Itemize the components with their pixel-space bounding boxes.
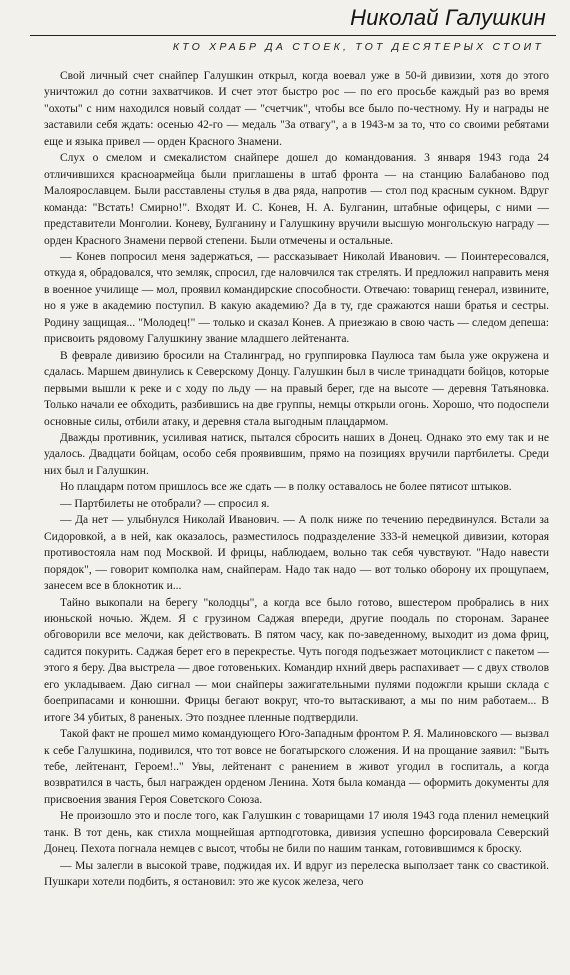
running-title: Николай Галушкин: [350, 5, 546, 30]
header-rule: [30, 35, 556, 36]
paragraph: — Партбилеты не отобрали? — спросил я.: [60, 497, 270, 510]
paragraph: Не произошло это и после того, как Галушкин с товарищами 17 июля 1943 года пленил немецкий танк. В тот день, как стихла мощнейшая артподготовка, дивизия успешно форсировала Северский Донец. Пехота погнала немцев с высот, чтобы не били по нашим танкам, готовившимся к броску.: [44, 810, 549, 856]
page-header: [0, 0, 570, 64]
paragraph: — Да нет — улыбнулся Николай Иванович. — А полк ниже по течению передвинулся. Встали за Сидоровкой, а в ней, как оказалось, разместилось подразделение 333-й немецкой дивизии, которая противостояла нам под Москвой. И фрицы, наблюдаем, вольно так себя чувствуют. "Надо навести порядок", — говорит комполка нам, снайперам. Надо так надо — вот только оборону их прощупаем, занесем все в блокнотик и...: [44, 514, 549, 593]
paragraph: Тайно выкопали на берегу "колодцы", а когда все было готово, вшестером пробрались в них июньской ночью. Ждем. Я с грузином Саджая впереди, другие поодаль по сторонам. Заранее обговорили все мелочи, как действовать. В пятом часу, как по-заведенному, выходит из дома фриц, садится покурить. Саджая берет его в перекрестье. Чуть погодя подъезжает мотоциклист с пакетом — этого я беру. Два выстрела — двое готовеньких. Командир нхний дверь распахивает — с двух стволов его укладываем. Даю сигнал — мои снайперы зажигательными пулями подожгли крыши склада с боеприпасами и конюшни. Фрицы бегают вокруг, что-то вытаскивают, а мы по ним работаем... В итоге 34 убитых, 8 раненых. Это позднее пленные подтвердили.: [44, 596, 549, 724]
paragraph: Слух о смелом и смекалистом снайпере дошел до командования. 3 января 1943 года 24 отличившихся красноармейца были приглашены в штаб фронта — на станцию Балабаново под Малоярославцем. Были расставлены стулья в два ряда, напротив — стол под красным сукном. Вдруг команда: "Встать! Смирно!". Входят И. С. Конев, Н. А. Булганин, штабные офицеры, с ними — представители Монголии. Коневу, Булганину и Галушкину вручили высшую монгольскую награду — орден Красного Знамени первой степени. Были отмечены и остальные.: [44, 152, 549, 247]
paragraph: Но плацдарм потом пришлось все же сдать — в полку оставалось не более пятисот штыков.: [60, 481, 512, 494]
paragraph: — Мы залегли в высокой траве, поджидая их. И вдруг из перелеска выползает танк со свастикой. Пушкари хотели подбить, я остановил: это же кусок железа, чего: [44, 859, 549, 889]
running-subtitle: КТО ХРАБР ДА СТОЕК, ТОТ ДЕСЯТЕРЫХ СТОИТ: [172, 41, 544, 53]
paragraph: В феврале дивизию бросили на Сталинград, но группировка Паулюса там была уже окружена и сдалась. Маршем двинулись к Северскому Донцу. Галушкин был в числе тринадцати бойцов, которые первыми вышли к реке и с ходу по льду — на правый берег, где на высоте — деревня Татьяновка. Только начали ее обходить, разбившись на две группы, немцы открыли огонь. Хорошо, что подоспели основные силы, отбили атаку, и деревня стала выгодным плацдармом.: [44, 349, 549, 428]
paragraph: — Конев попросил меня задержаться, — рассказывает Николай Иванович. — Поинтересовался, откуда я, обрадовался, что земляк, спросил, где наловчился так стрелять. И предложил направить меня в военное училище — мол, проявил командирские способности. Отвечаю: товарищ генерал, извините, но я уже в академию поступил. В какую академию? Да в ту, где сражаются наши братья и сестры. Родину защищая... "Молодец!" — только и сказал Конев. А приезжаю в свою часть — следом депеша: присвоить рядовому Галушкину звание младшего лейтенанта.: [44, 250, 549, 346]
paragraph: Дважды противник, усиливая натиск, пытался сбросить наших в Донец. Однако это ему так и не удалось. Двадцати бойцам, особо себя проявившим, прямо на позициях вручили партбилеты. Среди них был и Галушкин.: [44, 431, 549, 477]
paragraph: Свой личный счет снайпер Галушкин открыл, когда воевал уже в 50-й дивизии, хотя до этого уничтожил до сотни захватчиков. И счет этот быстро рос — по его просьбе каждый раз во время "охоты" с ним находился новый солдат — "счетчик", чтобы все было по-честному. Ну и награды не заставили себя ждать: осенью 42-го — медаль "За отвагу", а в 1943-м за то, что со своими ребятами еще и языка привел — орден Красного Знамени.: [44, 70, 549, 148]
paragraph: Такой факт не прошел мимо командующего Юго-Западным фронтом Р. Я. Малиновского — вызвал к себе Галушкина, подивился, что тот вовсе не богатырского сложения. И на прощание заявил: "Быть тебе, лейтенант, Героем!.." Увы, лейтенант с ранением в живот угодил в госпиталь, а когда возвратился в часть, был награжден орденом Ленина. Хотя была команда — оформить документы для присвоения звания Героя Советского Союза.: [44, 728, 549, 806]
article-body: [44, 68, 549, 891]
